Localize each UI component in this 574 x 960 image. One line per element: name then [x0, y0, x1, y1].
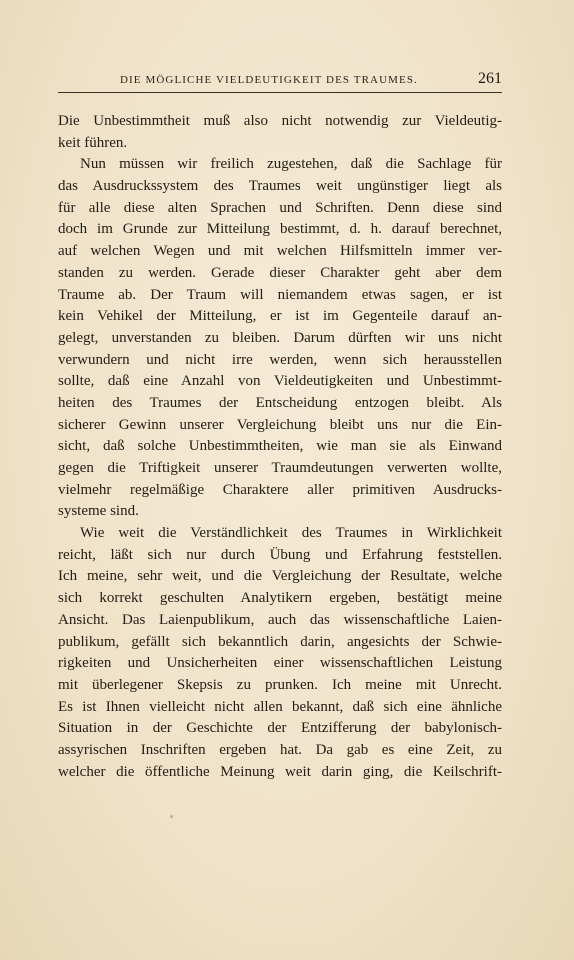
text-line: auf welchen Wegen und mit welchen Hilfsmitteln immer ver-: [58, 243, 502, 260]
text-line: sich korrekt geschulten Analytikern ergeben, bestätigt meine: [58, 590, 502, 607]
text-line: sicherer Gewinn unserer Vergleichung bleibt uns nur die Ein-: [58, 416, 502, 433]
text-line: Die Unbestimmtheit muß also nicht notwendig zur Vieldeutig-: [58, 113, 502, 129]
text-line: Situation in der Geschichte der Entzifferung der babylonisch-: [58, 720, 502, 737]
running-head: [58, 72, 502, 93]
text-line: vielmehr regelmäßige Charaktere aller primitiven Ausdrucks-: [58, 481, 502, 498]
text-line: Traume ab. Der Traum will niemandem etwas sagen, er ist: [58, 286, 502, 303]
text-line: assyrischen Inschriften ergeben hat. Da gab es eine Zeit, zu: [58, 741, 502, 758]
text-line: sicht, daß solche Unbestimmtheiten, wie man sie als Einwand: [58, 438, 502, 455]
text-line: mit überlegener Skepsis zu prunken. Ich meine mit Unrecht.: [58, 676, 502, 693]
text-line: heiten des Traumes der Entscheidung entzogen bleibt. Als: [58, 394, 502, 411]
text-line: rigkeiten und Unsicherheiten einer wissenschaftlichen Leistung: [58, 655, 502, 672]
running-title: DIE MÖGLICHE VIELDEUTIGKEIT DES TRAUMES.: [120, 74, 418, 86]
text-line: Ansicht. Das Laienpublikum, auch das wissenschaftliche Laien-: [58, 611, 502, 628]
text-line: Ich meine, sehr weit, und die Vergleichung der Resultate, welche: [58, 568, 502, 585]
text-line: Es ist Ihnen vielleicht nicht allen bekannt, daß sich eine ähnliche: [58, 698, 502, 715]
text-line: verwundern und nicht irre werden, wenn sich herausstellen: [58, 351, 502, 368]
text-line: gegen die Triftigkeit unserer Traumdeutungen verwerten wollte,: [58, 460, 502, 476]
text-line: keit führen.: [58, 134, 128, 151]
text-line: publikum, gefällt sich bekanntlich darin, angesichts der Schwie-: [58, 633, 502, 650]
page-number: 261: [478, 70, 502, 87]
text-line: kein Vehikel der Mitteilung, er ist im Gegenteile darauf an-: [58, 308, 502, 325]
text-line: Nun müssen wir freilich zugestehen, daß die Sachlage für: [80, 156, 502, 173]
text-line: Wie weit die Verständlichkeit des Traumes in Wirklichkeit: [80, 525, 502, 542]
text-line: reicht, läßt sich nur durch Übung und Erfahrung feststellen.: [58, 546, 502, 563]
body-text: [58, 111, 502, 783]
text-line: gelegt, unverstanden zu bleiben. Darum dürften wir uns nicht: [58, 329, 502, 346]
text-line: systeme sind.: [58, 503, 139, 520]
text-line: welcher die öffentliche Meinung weit darin ging, die Keilschrift-: [58, 763, 502, 780]
text-line: das Ausdruckssystem des Traumes weit ungünstiger liegt als: [58, 178, 502, 195]
text-line: sollte, daß eine Anzahl von Vieldeutigkeiten und Unbestimmt-: [58, 373, 502, 390]
text-line: für alle diese alten Sprachen und Schriften. Denn diese sind: [58, 199, 502, 216]
text-line: standen zu werden. Gerade dieser Charakter geht aber dem: [58, 264, 502, 281]
text-line: doch im Grunde zur Mitteilung bestimmt, d. h. darauf berechnet,: [58, 221, 502, 238]
paper-speck: [170, 815, 173, 818]
